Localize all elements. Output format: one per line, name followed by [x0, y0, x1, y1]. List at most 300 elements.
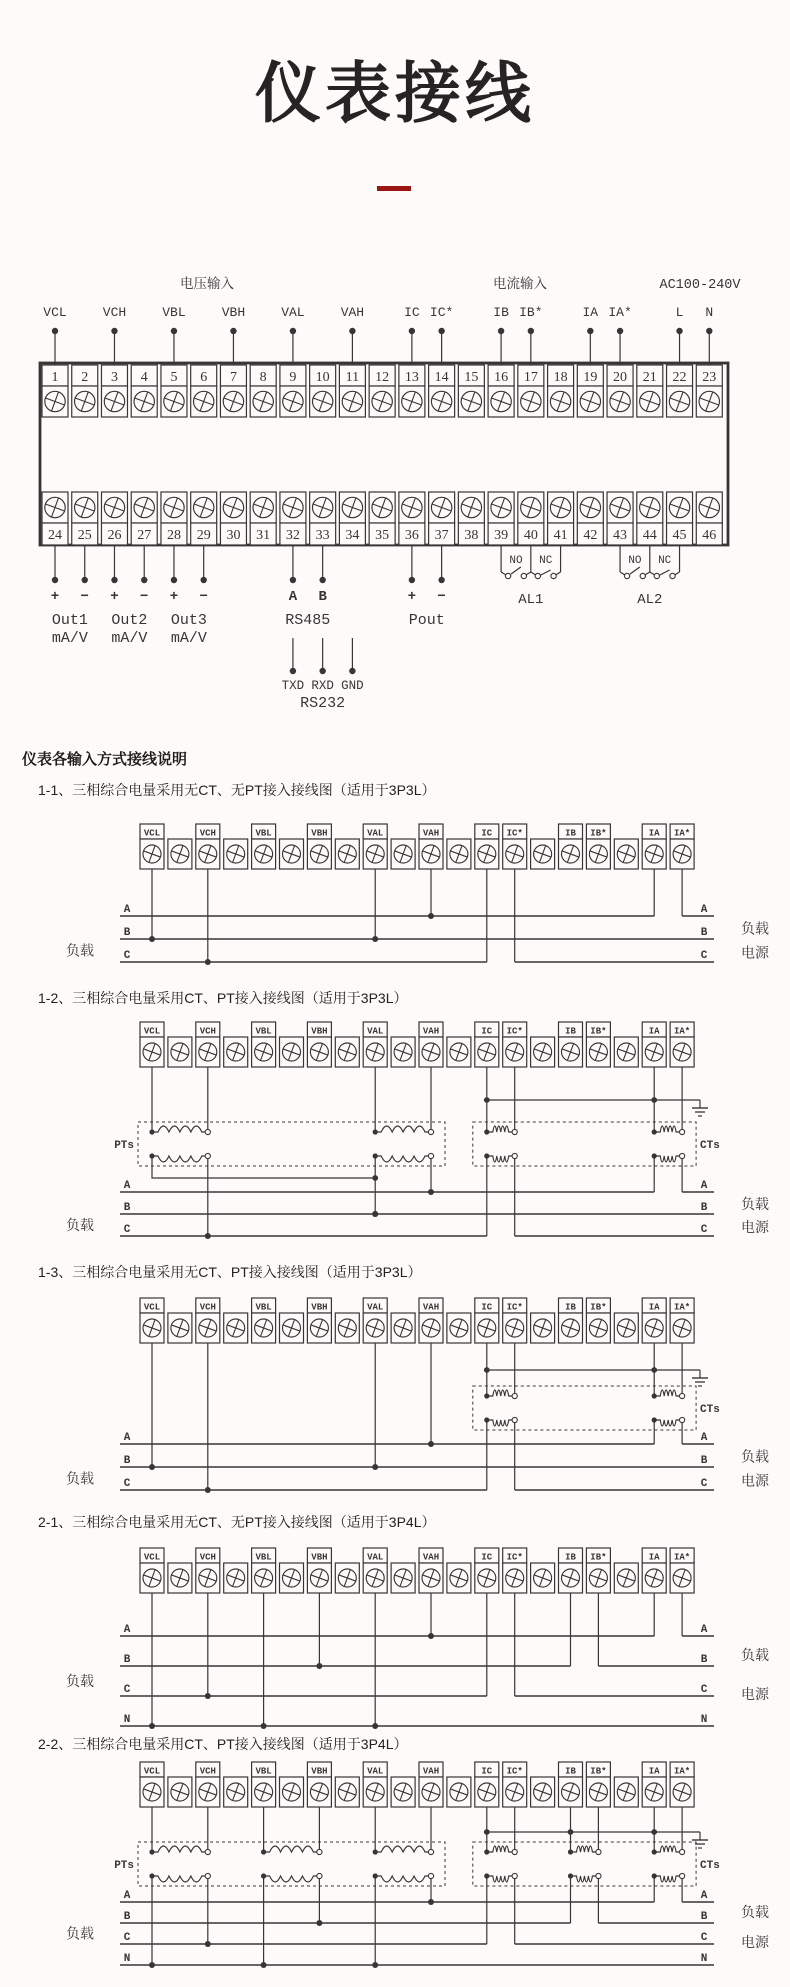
strip-terminal-tag: VCH — [199, 1552, 216, 1563]
terminal-number: 34 — [345, 528, 360, 543]
wires — [149, 1593, 682, 1729]
strip-terminal-tag: IA* — [673, 1302, 691, 1313]
transformer-coil — [652, 1126, 685, 1162]
side-labels — [66, 1647, 770, 1702]
relay-label: AL1 — [518, 592, 544, 608]
bottom-leads — [51, 545, 446, 647]
phase-label-left: C — [123, 1684, 131, 1696]
pin-sign: + — [110, 589, 119, 605]
phase-label-left: C — [123, 1932, 131, 1944]
phase-lines — [120, 1624, 714, 1726]
strip-terminal-tag: IC — [481, 828, 493, 839]
power-supply-label: AC100-240V — [659, 278, 741, 293]
load-label-right: 负载 — [741, 1196, 769, 1212]
load-label-left: 负载 — [66, 1470, 94, 1487]
phase-label-right: A — [700, 904, 708, 916]
strip-terminal-tag: VBL — [255, 1766, 272, 1777]
phase-label-left: B — [123, 1911, 131, 1923]
terminal-cell — [310, 492, 336, 545]
wiring-figure-1-2 — [0, 1014, 790, 1254]
terminal-number: 25 — [77, 528, 92, 543]
strip-terminal-tag: IC — [481, 1026, 493, 1037]
cts-label: CTs — [700, 1140, 720, 1152]
terminal-tag: IB — [493, 305, 509, 320]
group-sub-label: mA/V — [111, 630, 148, 647]
load-label-right: 负载 — [741, 1448, 769, 1465]
load-label-right: 负载 — [741, 1647, 769, 1663]
terminal-cell — [577, 365, 603, 417]
strip-terminal-tag: IB* — [590, 1302, 607, 1313]
source-label-right: 电源 — [741, 1219, 769, 1235]
terminal-cell — [607, 365, 633, 417]
terminal-cell — [518, 492, 544, 545]
strip-terminal-tag: IB* — [590, 1026, 607, 1037]
phase-label-left: B — [123, 1654, 131, 1666]
terminal-cell — [220, 365, 246, 417]
terminal-number: 40 — [523, 528, 538, 543]
strip-terminal-tag: IB* — [590, 1552, 607, 1563]
strip-terminal-tag: IA* — [673, 828, 691, 839]
relay-no-label: NO — [509, 555, 523, 567]
transformer-coil — [149, 1846, 210, 1882]
terminal-cell — [429, 492, 455, 545]
pin-sign: − — [80, 589, 89, 605]
terminal-cell — [280, 492, 306, 545]
terminal-number: 1 — [51, 370, 59, 385]
phase-label-left: A — [123, 1890, 131, 1902]
strip-terminal-tag: VCH — [199, 1026, 216, 1037]
strip-terminal-tag: IC* — [506, 1552, 523, 1563]
terminal-number: 26 — [107, 528, 122, 543]
terminal-tag: VCL — [43, 305, 67, 320]
strip-terminal-tag: IB — [565, 1302, 576, 1313]
pin-sign: − — [199, 589, 208, 605]
phase-label-right: A — [700, 1624, 708, 1636]
phase-label-right: A — [700, 1432, 708, 1444]
terminal-number: 17 — [523, 370, 538, 385]
phase-label-left: A — [123, 1624, 131, 1636]
strip-terminal-tag: IA — [648, 828, 660, 839]
pts-label: PTs — [114, 1860, 134, 1872]
rs232-pin-label: GND — [341, 679, 364, 693]
strip-terminal-tag: VCH — [199, 1766, 216, 1777]
strip-terminal-tag: VBH — [311, 1552, 328, 1563]
terminal-number: 11 — [345, 370, 360, 385]
strip-terminal-tag: VBL — [255, 1026, 272, 1037]
strip-terminal-tag: VAL — [367, 1302, 384, 1313]
top-terminal-tags — [43, 305, 713, 365]
strip-terminal-tag: IB — [565, 1766, 576, 1777]
load-label-left: 负载 — [66, 1925, 94, 1942]
strip-terminal-tag: VAL — [367, 1552, 384, 1563]
strip-terminal-tag: VAH — [422, 1552, 440, 1563]
terminal-tag: VAH — [340, 305, 365, 320]
current-input-label: 电流输入 — [493, 276, 547, 291]
diagram-title-1-1: 1-1、三相综合电量采用无CT、无PT接入接线图（适用于3P3L） — [38, 782, 436, 798]
relay-label: AL2 — [637, 592, 663, 608]
terminal-number: 13 — [404, 370, 419, 385]
terminal-number: 33 — [315, 528, 330, 543]
transformer-coil — [373, 1846, 434, 1882]
terminal-strip — [140, 1762, 694, 1807]
terminal-tag: VAL — [281, 305, 305, 320]
terminal-number: 16 — [494, 370, 509, 385]
terminal-cell — [518, 365, 544, 417]
terminal-strip — [140, 1298, 694, 1343]
terminal-cell — [399, 365, 425, 417]
relay-nc-label: NC — [539, 555, 553, 567]
terminal-number: 2 — [81, 370, 89, 385]
terminal-number: 10 — [315, 370, 330, 385]
strip-terminal-tag: VAL — [367, 828, 384, 839]
strip-terminal-tag: IC* — [506, 828, 523, 839]
terminal-number: 42 — [583, 528, 598, 543]
side-labels — [66, 921, 770, 961]
cts-label: CTs — [700, 1404, 720, 1416]
phase-label-right: C — [700, 950, 708, 962]
strip-terminal-tag: IB — [565, 1552, 576, 1563]
wiring-figure-1-1 — [0, 814, 790, 986]
terminal-tag: IB* — [519, 305, 543, 320]
strip-terminal-tag: VAH — [422, 1302, 440, 1313]
voltage-input-label: 电压输入 — [180, 276, 234, 291]
terminal-tag: L — [675, 305, 684, 320]
terminal-cell — [429, 365, 455, 417]
pin-sign: A — [288, 589, 298, 605]
terminal-number: 14 — [434, 370, 449, 385]
strip-terminal-tag: VCL — [143, 1026, 161, 1037]
pts-label: PTs — [114, 1140, 134, 1152]
rs232-pin-label: RXD — [311, 679, 334, 693]
group-label: Out3 — [170, 612, 207, 629]
strip-terminal-tag: IA — [648, 1552, 660, 1563]
wiring-figure-2-2 — [0, 1756, 790, 1984]
source-label-right: 电源 — [741, 944, 769, 961]
diagram-title-2-1: 2-1、三相综合电量采用无CT、无PT接入接线图（适用于3P4L） — [38, 1514, 436, 1530]
ground-icon — [692, 1832, 708, 1848]
rs232-group — [282, 638, 364, 712]
terminal-block — [40, 363, 728, 545]
load-label-right: 负载 — [741, 1904, 769, 1920]
terminal-cell — [458, 365, 484, 417]
strip-terminal-tag: VAH — [422, 1026, 440, 1037]
terminal-strip — [140, 824, 694, 869]
phase-label-right: C — [700, 1224, 708, 1236]
strip-terminal-tag: IA* — [673, 1552, 691, 1563]
terminal-cell — [696, 365, 722, 417]
load-label-left: 负载 — [66, 1673, 94, 1689]
terminal-tag: IC* — [429, 305, 454, 320]
terminal-number: 4 — [140, 370, 148, 385]
strip-terminal-tag: VBH — [311, 828, 328, 839]
transformer-coil — [652, 1846, 685, 1882]
strip-terminal-tag: IA* — [673, 1766, 691, 1777]
phase-lines — [120, 904, 714, 962]
terminal-cell — [667, 492, 693, 545]
source-label-right: 电源 — [741, 1472, 769, 1489]
wires — [149, 1343, 700, 1493]
wiring-figure-1-3 — [0, 1290, 790, 1506]
relay-AL2 — [620, 545, 679, 608]
terminal-number: 32 — [285, 528, 300, 543]
terminal-cell — [161, 492, 187, 545]
terminal-number: 15 — [464, 370, 479, 385]
strip-terminal-tag: VBH — [311, 1302, 328, 1313]
strip-terminal-tag: IB — [565, 828, 576, 839]
side-labels — [66, 1196, 770, 1235]
input-section-labels — [180, 275, 741, 293]
terminal-cell — [637, 365, 663, 417]
terminal-number: 3 — [110, 370, 118, 385]
terminal-number: 35 — [375, 528, 390, 543]
page-title: 仪表接线 — [255, 56, 535, 130]
phase-label-right: C — [700, 1478, 708, 1490]
pin-sign: + — [169, 589, 179, 605]
phase-label-right: B — [700, 927, 708, 939]
transformer-coil — [484, 1390, 517, 1426]
terminal-number: 24 — [48, 528, 62, 543]
phase-label-left: B — [123, 1455, 131, 1467]
strip-terminal-tag: VCH — [199, 828, 216, 839]
terminal-cell — [42, 365, 68, 417]
strip-terminal-tag: VCL — [143, 828, 161, 839]
cts-label: CTs — [700, 1860, 720, 1872]
terminal-number: 44 — [642, 528, 657, 543]
terminal-number: 20 — [613, 370, 628, 385]
terminal-number: 41 — [553, 528, 568, 543]
strip-terminal-tag: VAH — [422, 1766, 440, 1777]
terminal-number: 5 — [170, 370, 178, 385]
terminal-cell — [191, 492, 217, 545]
phase-label-right: C — [700, 1932, 708, 1944]
terminal-cell — [339, 365, 365, 417]
group-label: Out2 — [111, 612, 148, 629]
strip-terminal-tag: VBH — [311, 1766, 328, 1777]
terminal-number: 7 — [229, 370, 237, 385]
strip-terminal-tag: IC — [481, 1552, 493, 1563]
terminal-cell — [72, 492, 98, 545]
strip-terminal-tag: IC — [481, 1302, 493, 1313]
section-heading: 仪表各输入方式接线说明 — [22, 751, 188, 768]
terminal-cell — [101, 365, 127, 417]
terminal-tag: IA — [582, 305, 599, 320]
relay-no-label: NO — [628, 555, 642, 567]
group-label: RS485 — [285, 612, 331, 629]
terminal-cell — [458, 492, 484, 545]
terminal-number: 27 — [137, 528, 152, 543]
phase-lines — [120, 1432, 714, 1490]
terminal-number: 46 — [702, 528, 717, 543]
phase-label-right: B — [700, 1911, 708, 1923]
terminal-number: 39 — [494, 528, 509, 543]
terminal-cell — [280, 365, 306, 417]
relay-nc-label: NC — [658, 555, 672, 567]
transformer-coil — [484, 1126, 517, 1162]
terminal-tag: VCH — [102, 305, 127, 320]
terminal-cell — [161, 365, 187, 417]
strip-terminal-tag: VAL — [367, 1766, 384, 1777]
strip-terminal-tag: VAL — [367, 1026, 384, 1037]
phase-label-left: C — [123, 1478, 131, 1490]
terminal-number: 43 — [613, 528, 628, 543]
terminal-number: 18 — [553, 370, 568, 385]
phase-label-right: B — [700, 1455, 708, 1467]
terminal-tag: IA* — [608, 305, 632, 320]
terminal-cell — [131, 492, 157, 545]
phase-label-right: N — [700, 1714, 708, 1726]
terminal-cell — [101, 492, 127, 545]
terminal-number: 30 — [226, 528, 241, 543]
diagram-title-1-2: 1-2、三相综合电量采用CT、PT接入接线图（适用于3P3L） — [38, 990, 408, 1006]
pin-sign: B — [318, 589, 327, 605]
load-label-left: 负载 — [66, 1217, 94, 1233]
main-wiring-figure — [0, 270, 790, 715]
phase-lines — [120, 1890, 714, 1965]
source-label-right: 电源 — [741, 1686, 769, 1702]
terminal-number: 9 — [289, 370, 297, 385]
terminal-number: 28 — [166, 528, 181, 543]
ground-icon — [692, 1100, 708, 1116]
strip-terminal-tag: VCL — [143, 1552, 161, 1563]
terminal-number: 21 — [642, 370, 657, 385]
terminal-cell — [399, 492, 425, 545]
pin-sign: + — [50, 589, 60, 605]
terminal-cell — [548, 492, 574, 545]
terminal-strip — [140, 1548, 694, 1593]
terminal-cell — [369, 365, 395, 417]
strip-terminal-tag: VCL — [143, 1766, 161, 1777]
phase-label-right: C — [700, 1684, 708, 1696]
terminal-number: 36 — [404, 528, 419, 543]
terminal-number: 22 — [672, 370, 687, 385]
strip-terminal-tag: VCL — [143, 1302, 161, 1313]
terminal-cell — [42, 492, 68, 545]
strip-terminal-tag: VAH — [422, 828, 440, 839]
group-label: Out1 — [51, 612, 88, 629]
strip-terminal-tag: IA — [648, 1302, 660, 1313]
terminal-cell — [220, 492, 246, 545]
terminal-cell — [696, 492, 722, 545]
phase-label-right: B — [700, 1654, 708, 1666]
transformer-coil — [652, 1390, 685, 1426]
terminal-cell — [577, 492, 603, 545]
terminal-cell — [339, 492, 365, 545]
wiring-figure-2-1 — [0, 1540, 790, 1736]
terminal-cell — [607, 492, 633, 545]
pin-sign: − — [140, 589, 149, 605]
terminal-cell — [131, 365, 157, 417]
title-divider — [377, 186, 411, 191]
phase-label-right: A — [700, 1180, 708, 1192]
terminal-number: 38 — [464, 528, 479, 543]
terminal-tag: IC — [404, 305, 420, 320]
terminal-cell — [667, 365, 693, 417]
terminal-cell — [369, 492, 395, 545]
terminal-cell — [548, 365, 574, 417]
terminal-cell — [191, 365, 217, 417]
side-labels — [66, 1449, 770, 1489]
terminal-number: 37 — [434, 528, 449, 543]
terminal-cell — [488, 492, 514, 545]
phase-label-left: C — [123, 1224, 131, 1236]
phase-label-left: B — [123, 927, 131, 939]
rs232-pin-label: TXD — [281, 679, 305, 693]
strip-terminal-tag: IA — [648, 1026, 660, 1037]
strip-terminal-tag: VBH — [311, 1026, 328, 1037]
group-sub-label: mA/V — [51, 630, 88, 647]
terminal-tag: N — [705, 305, 714, 320]
phase-label-left: A — [123, 1432, 131, 1444]
transformer-coil — [373, 1126, 434, 1162]
group-sub-label: mA/V — [170, 630, 207, 647]
diagram-title-2-2: 2-2、三相综合电量采用CT、PT接入接线图（适用于3P4L） — [38, 1736, 408, 1752]
strip-terminal-tag: VBL — [255, 828, 272, 839]
terminal-number: 6 — [200, 370, 208, 385]
terminal-number: 31 — [256, 528, 271, 543]
ground-icon — [692, 1370, 708, 1386]
transformer-coil — [568, 1846, 601, 1882]
strip-terminal-tag: VBL — [255, 1302, 272, 1313]
phase-label-left: N — [123, 1953, 131, 1965]
strip-terminal-tag: VCH — [199, 1302, 216, 1313]
transformer-coil — [149, 1126, 210, 1162]
load-label-left: 负载 — [66, 942, 94, 959]
strip-terminal-tag: IC — [481, 1766, 493, 1777]
terminal-cell — [250, 492, 276, 545]
transformer-coil — [484, 1846, 517, 1882]
terminal-cell — [72, 365, 98, 417]
phase-label-left: A — [123, 1180, 131, 1192]
terminal-cell — [310, 365, 336, 417]
transformer-coil — [261, 1846, 322, 1882]
terminal-cell — [637, 492, 663, 545]
phase-label-left: B — [123, 1202, 131, 1214]
strip-terminal-tag: IB* — [590, 1766, 607, 1777]
strip-terminal-tag: IC* — [506, 1766, 523, 1777]
load-label-right: 负载 — [741, 920, 769, 937]
strip-terminal-tag: IA — [648, 1766, 660, 1777]
wires — [149, 869, 682, 965]
terminal-number: 8 — [259, 370, 267, 385]
phase-label-left: C — [123, 950, 131, 962]
terminal-cell — [250, 365, 276, 417]
strip-terminal-tag: VBL — [255, 1552, 272, 1563]
terminal-number: 23 — [702, 370, 717, 385]
strip-terminal-tag: IB* — [590, 828, 607, 839]
wires — [152, 1067, 700, 1239]
phase-lines — [120, 1180, 714, 1236]
strip-terminal-tag: IC* — [506, 1026, 523, 1037]
strip-terminal-tag: IA* — [673, 1026, 691, 1037]
terminal-number: 45 — [672, 528, 687, 543]
diagram-title-1-3: 1-3、三相综合电量采用无CT、PT接入接线图（适用于3P3L） — [38, 1264, 422, 1280]
pin-sign: + — [407, 589, 417, 605]
terminal-number: 29 — [196, 528, 211, 543]
phase-label-right: A — [700, 1890, 708, 1902]
strip-terminal-tag: IB — [565, 1026, 576, 1037]
phase-label-right: B — [700, 1202, 708, 1214]
relay-AL1 — [501, 545, 560, 608]
terminal-number: 12 — [375, 370, 390, 385]
terminal-cell — [488, 365, 514, 417]
phase-label-left: N — [123, 1714, 131, 1726]
rs232-label: RS232 — [300, 695, 346, 712]
strip-terminal-tag: IC* — [506, 1302, 523, 1313]
terminal-tag: VBH — [221, 305, 246, 320]
terminal-number: 19 — [583, 370, 598, 385]
phase-label-left: A — [123, 904, 131, 916]
terminal-strip — [140, 1022, 694, 1067]
